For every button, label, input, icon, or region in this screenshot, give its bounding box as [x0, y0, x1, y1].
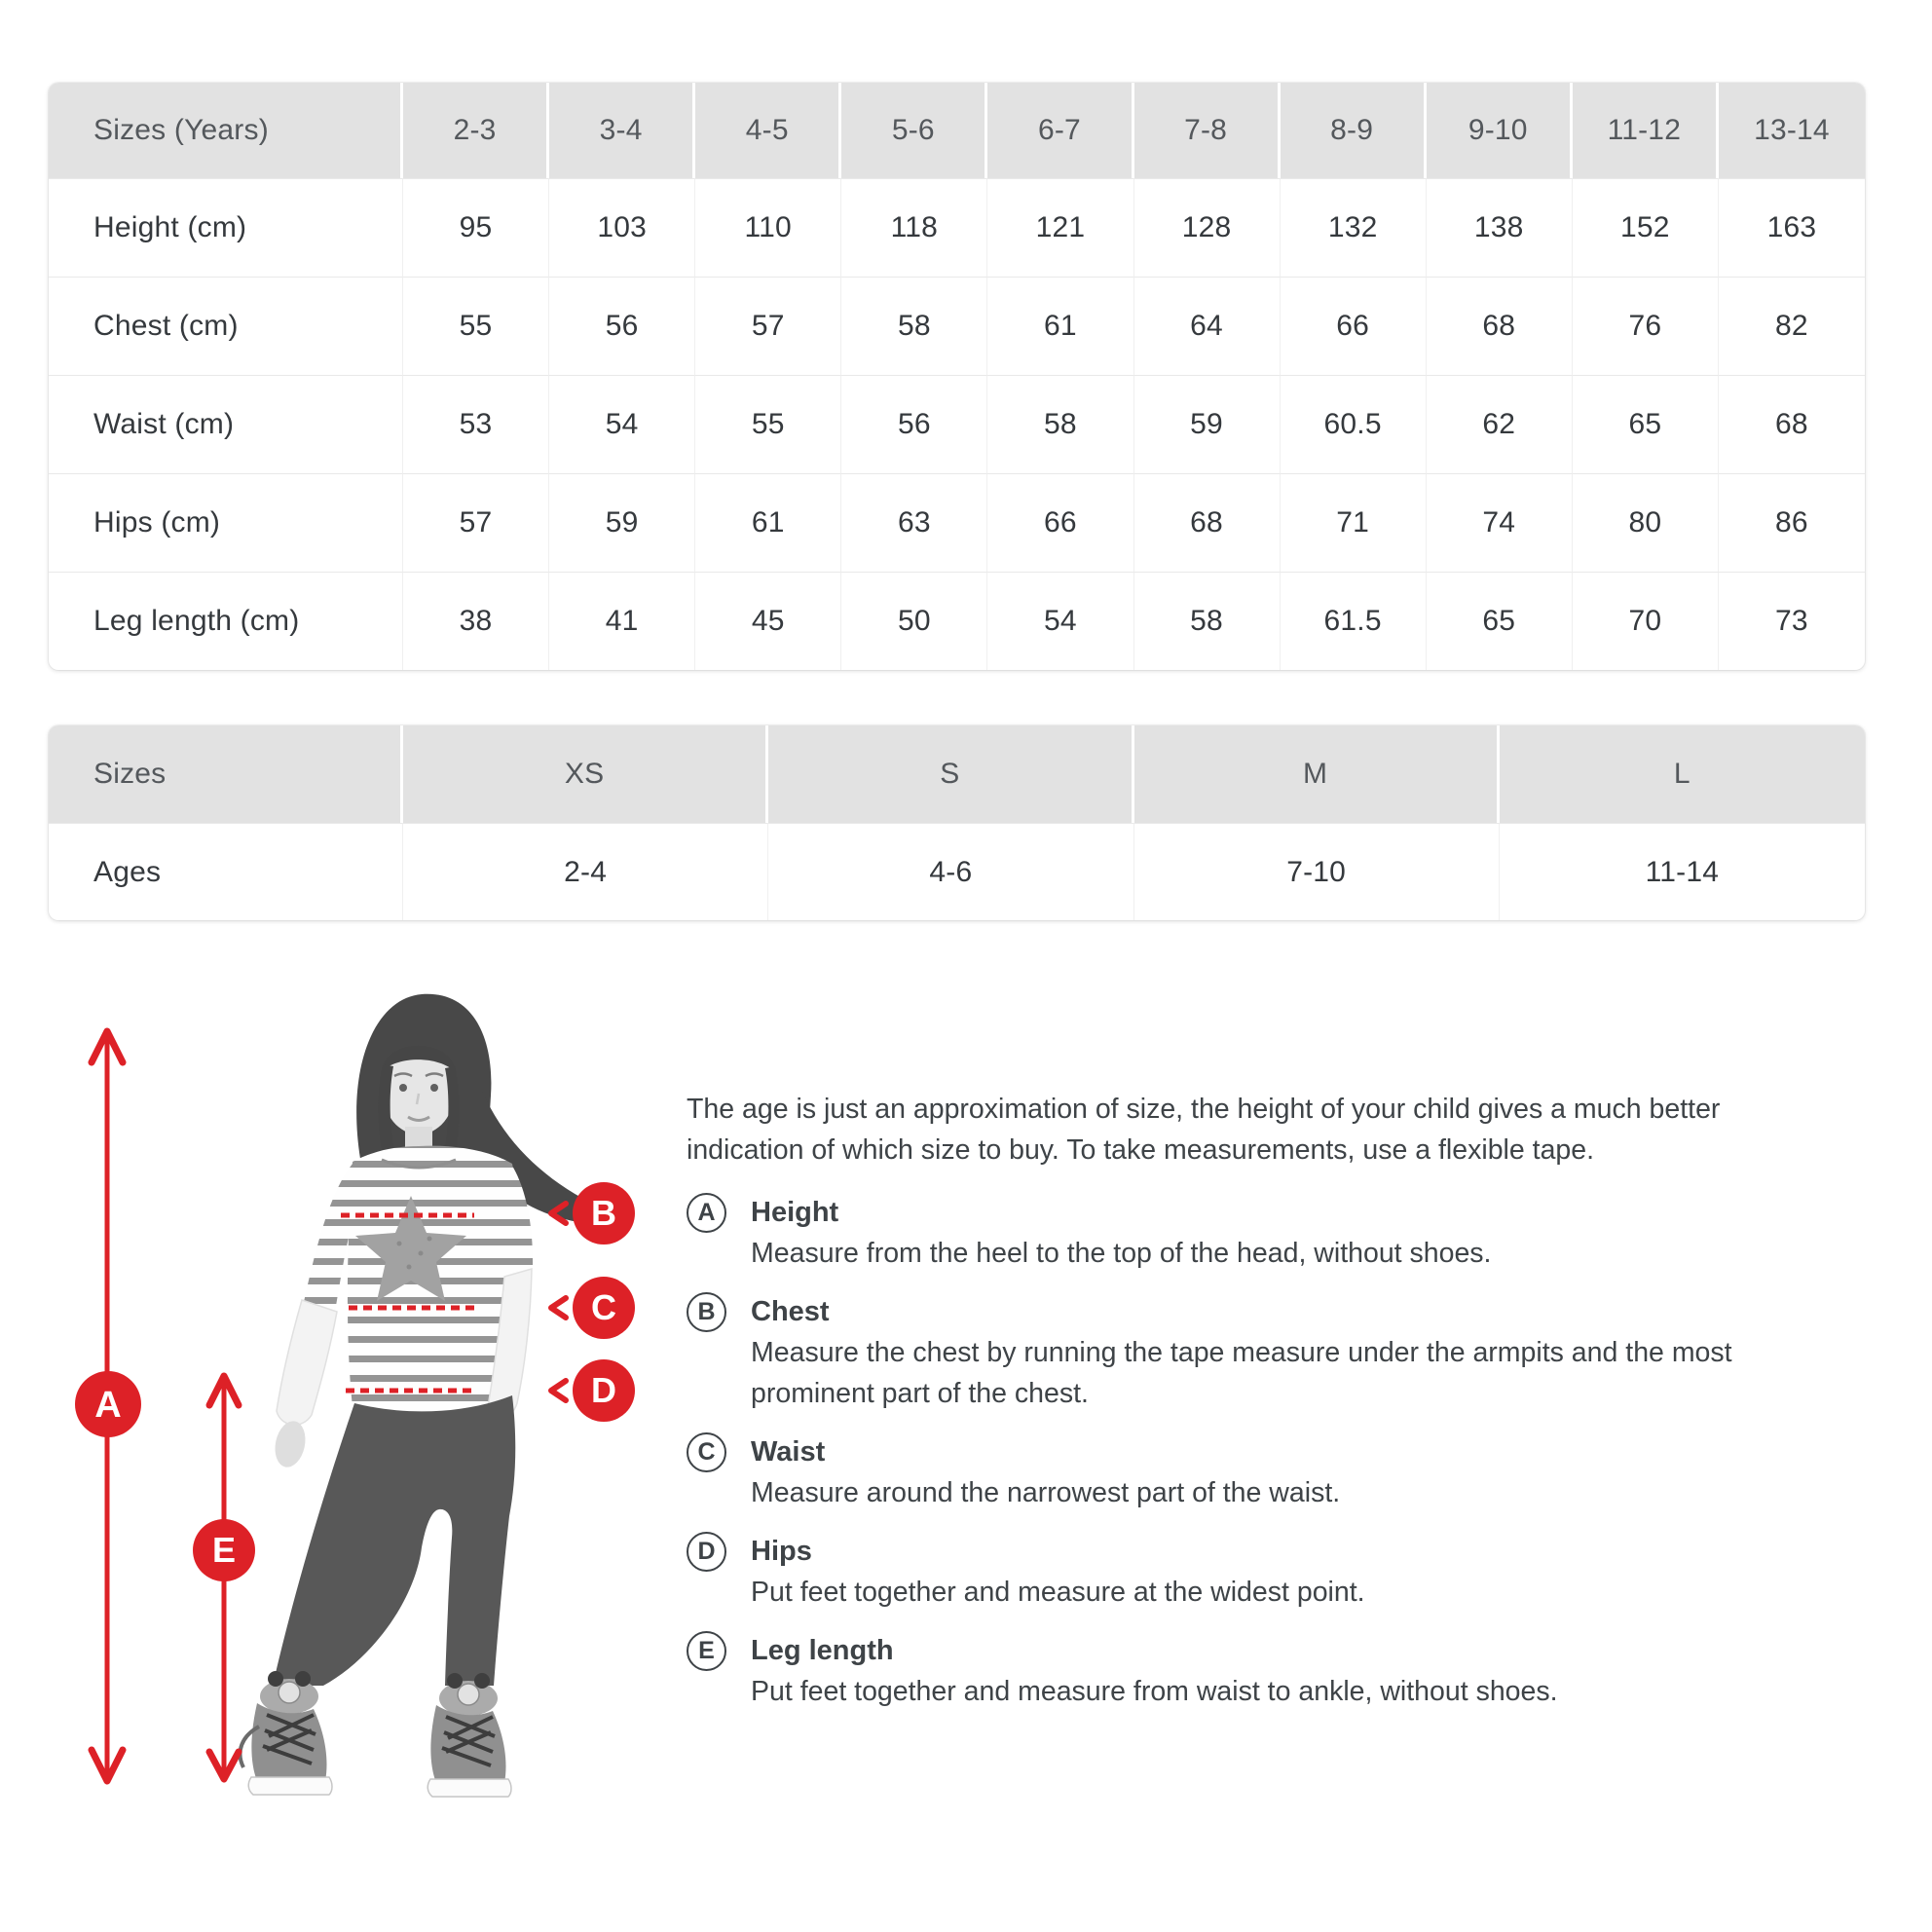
table-cell: 58 — [1134, 572, 1281, 670]
table-cell: 55 — [403, 277, 549, 375]
guide-item-title: Hips — [751, 1536, 812, 1567]
row-label: Waist (cm) — [49, 375, 403, 473]
letter-badge-b: B — [687, 1292, 726, 1332]
table-cell: 71 — [1281, 473, 1427, 572]
table-cell: 61 — [987, 277, 1133, 375]
child-photo — [241, 994, 608, 1797]
letter-badge-a: A — [687, 1193, 726, 1233]
table-cell: 128 — [1134, 178, 1281, 277]
table-cell: 95 — [403, 178, 549, 277]
column-header: 4-5 — [695, 83, 841, 178]
table-cell: 65 — [1573, 375, 1719, 473]
table-cell: 70 — [1573, 572, 1719, 670]
table-cell: 65 — [1427, 572, 1573, 670]
row-label: Ages — [49, 823, 403, 920]
guide-item-leg-length — [687, 1630, 1777, 1712]
table-cell: 57 — [403, 473, 549, 572]
column-header: S — [768, 725, 1133, 823]
table-cell: 62 — [1427, 375, 1573, 473]
table-cell: 38 — [403, 572, 549, 670]
guide-item-chest — [687, 1291, 1777, 1414]
row-label: Height (cm) — [49, 178, 403, 277]
table-cell: 86 — [1719, 473, 1865, 572]
hips-marker — [551, 1359, 635, 1422]
guide-item-height — [687, 1192, 1777, 1274]
table-cell: 50 — [841, 572, 987, 670]
row-label: Chest (cm) — [49, 277, 403, 375]
table-cell: 121 — [987, 178, 1133, 277]
table-cell: 82 — [1719, 277, 1865, 375]
column-header: 6-7 — [987, 83, 1133, 178]
table-cell: 63 — [841, 473, 987, 572]
table-cell: 54 — [987, 572, 1133, 670]
table-cell: 68 — [1719, 375, 1865, 473]
table-cell: 60.5 — [1281, 375, 1427, 473]
table-row-chest — [49, 277, 1865, 375]
table-cell: 73 — [1719, 572, 1865, 670]
table-cell: 152 — [1573, 178, 1719, 277]
guide-item-title: Height — [751, 1197, 839, 1228]
table-cell: 110 — [695, 178, 841, 277]
table-cell: 53 — [403, 375, 549, 473]
table-cell: 56 — [841, 375, 987, 473]
column-header: XS — [403, 725, 768, 823]
guide-item-title: Chest — [751, 1296, 830, 1327]
table-cell: 64 — [1134, 277, 1281, 375]
letter-badge-d: D — [687, 1532, 726, 1572]
table-row-hips — [49, 473, 1865, 572]
table-cell: 58 — [841, 277, 987, 375]
marker-d-letter: D — [591, 1370, 616, 1410]
table-row-height — [49, 178, 1865, 277]
guide-item-title: Waist — [751, 1436, 826, 1468]
row-label: Leg length (cm) — [49, 572, 403, 670]
guide-item-description: Put feet together and measure at the widest point. — [751, 1577, 1365, 1608]
table-cell: 118 — [841, 178, 987, 277]
letter-badge-c: C — [687, 1432, 726, 1472]
marker-e-letter: E — [211, 1530, 237, 1570]
waist-marker — [551, 1277, 635, 1339]
column-header: 3-4 — [549, 83, 695, 178]
table-cell: 80 — [1573, 473, 1719, 572]
table-cell: 61.5 — [1281, 572, 1427, 670]
column-header: 7-8 — [1134, 83, 1281, 178]
table-cell: 68 — [1427, 277, 1573, 375]
chevron-left-icon — [551, 1298, 566, 1318]
table-cell: 11-14 — [1500, 823, 1865, 920]
column-header: 8-9 — [1281, 83, 1427, 178]
guide-item-hips — [687, 1531, 1777, 1613]
table-cell: 4-6 — [768, 823, 1133, 920]
table-cell: 7-10 — [1134, 823, 1500, 920]
table-cell: 103 — [549, 178, 695, 277]
height-arrow — [75, 1031, 141, 1781]
table-cell: 57 — [695, 277, 841, 375]
leg-length-arrow — [193, 1376, 255, 1779]
marker-b-letter: B — [591, 1193, 616, 1233]
column-header: 5-6 — [841, 83, 987, 178]
guide-item-description: Measure the chest by running the tape measure under the armpits and the most prominent part of the chest. — [751, 1337, 1732, 1409]
table-row-waist — [49, 375, 1865, 473]
table-row-ages — [49, 823, 1865, 920]
row-label: Hips (cm) — [49, 473, 403, 572]
guide-intro-text: The age is just an approximation of size, the height of your child gives a much better indication of which size to buy. To take measurements, use a flexible tape. — [687, 1094, 1721, 1166]
table-cell: 76 — [1573, 277, 1719, 375]
column-header: M — [1134, 725, 1500, 823]
table-cell: 163 — [1719, 178, 1865, 277]
column-header: 2-3 — [403, 83, 549, 178]
table-cell: 66 — [1281, 277, 1427, 375]
sizes-years-header-row — [49, 83, 1865, 178]
guide-item-description: Measure from the heel to the top of the head, without shoes. — [751, 1238, 1492, 1269]
table-cell: 68 — [1134, 473, 1281, 572]
table-cell: 59 — [1134, 375, 1281, 473]
sizes-years-table — [49, 83, 1865, 670]
column-header: 13-14 — [1719, 83, 1865, 178]
measuring-guide — [687, 1089, 1777, 1729]
marker-c-letter: C — [591, 1287, 616, 1327]
column-header: Sizes — [49, 725, 403, 823]
table-cell: 45 — [695, 572, 841, 670]
column-header: L — [1500, 725, 1865, 823]
table-cell: 61 — [695, 473, 841, 572]
letter-sizes-table — [49, 725, 1865, 920]
guide-item-title: Leg length — [751, 1635, 894, 1666]
measurement-diagram-svg — [39, 979, 682, 1836]
guide-item-description: Put feet together and measure from waist to ankle, without shoes. — [751, 1676, 1558, 1707]
table-cell: 59 — [549, 473, 695, 572]
column-header: Sizes (Years) — [49, 83, 403, 178]
table-cell: 66 — [987, 473, 1133, 572]
table-cell: 132 — [1281, 178, 1427, 277]
table-cell: 2-4 — [403, 823, 768, 920]
column-header: 11-12 — [1573, 83, 1719, 178]
table-row-leg-length — [49, 572, 1865, 670]
table-cell: 58 — [987, 375, 1133, 473]
table-cell: 138 — [1427, 178, 1573, 277]
letter-sizes-header-row — [49, 725, 1865, 823]
measurement-diagram — [39, 979, 682, 1836]
table-cell: 55 — [695, 375, 841, 473]
guide-item-waist — [687, 1431, 1777, 1513]
marker-a-letter: A — [94, 1385, 122, 1426]
guide-item-description: Measure around the narrowest part of the waist. — [751, 1477, 1341, 1508]
chevron-left-icon — [551, 1381, 566, 1400]
letter-badge-e: E — [687, 1631, 726, 1671]
table-cell: 54 — [549, 375, 695, 473]
table-cell: 74 — [1427, 473, 1573, 572]
table-cell: 56 — [549, 277, 695, 375]
column-header: 9-10 — [1427, 83, 1573, 178]
table-cell: 41 — [549, 572, 695, 670]
